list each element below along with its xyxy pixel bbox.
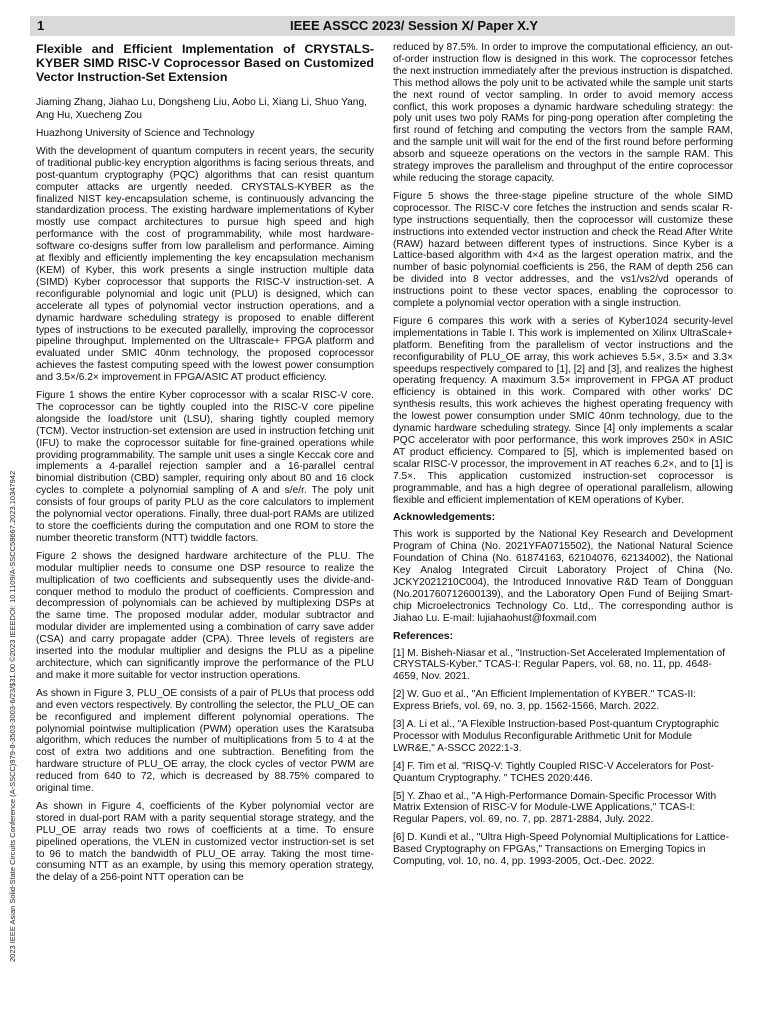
- running-title: IEEE ASSCC 2023/ Session X/ Paper X.Y: [290, 18, 539, 33]
- paragraph-figure4: As shown in Figure 4, coefficients of the Kyber polynomial vector are stored in dual-port RAM with a parity sequential storage strategy, and the PLU_OE array reads two rows of coefficients at a time. To ensure pipelined operations, the VLEN in customized vector instruction-set is set to 96 to match the bandwidth of PLU_OE array. Taking the most time-consuming NTT as an example, by using this memory operation strategy, the delay of a 256-point NTT operation can be: [36, 800, 374, 884]
- side-margin-note: [8, 470, 22, 962]
- paragraph-figure2: Figure 2 shows the designed hardware architecture of the PLU. The modular multiplier needs to consume one DSP resource to realize the multiplication of two coefficients and subsequently uses the divide-and-conquer method to modulo the product of coefficients. Compression and decompression of polynomials can be achieved by multiplexing DSPs at the same time. The proposed modular adder, modular subtractor and modular divider are implemented using a combination of carry save adder (CSA) and carry propagate adder (CPA). Three levels of registers are inserted into the modular multiplier and designs the PLU as a pipeline architecture, which can significantly improve the performance of the PLU and make it more suitable for vector instruction operations.: [36, 550, 374, 681]
- references-heading: References:: [393, 629, 454, 642]
- paper-title: Flexible and Efficient Implementation of CRYSTALS-KYBER SIMD RISC-V Coprocessor Based on Customized Vector Instruction-Set Extension: [36, 42, 374, 84]
- acknowledgements-text: This work is supported by the National Key Research and Development Program of China (No. 2021YFA0715502), the National Natural Science Foundation of China (No. 61874163, 62104076, 62134002), the National Key Analog Integrated Circuit Laboratory Project of China (No. JCKY2021210C004), the Introduced Innovative R&D Team of Dongguan (No.201760712600139), and the Laboratory Open Fund of Beijing Smart-chip Microelectronics Technology Co. Ltd,. The corresponding author is Jiahao Lu. E-mail: lujiahaohust@foxmail.com: [393, 529, 733, 624]
- paragraph-figure1: Figure 1 shows the entire Kyber coprocessor with a scalar RISC-V core. The coprocessor can be tightly coupled into the RISC-V core pipeline alongside the load/store unit (LSU), sharing tightly coupled memory (TCM). Vector instruction-set extension are used in instruction fetching unit (IFU) to make the coprocessor suitable for fine-grained operations while providing programmability. The sample unit uses a single Keccak core and implements a 4-parallel rejection sampler and a 16-parallel central binomial distribution (CBD) sampler, requiring only about 80 and 16 clock cycles to complete a polynomial sampling of A and s/e/r. The poly unit consists of four groups of parity PLU as the core calculators to implement the polynomial vector operations. Finally, three dual-port RAMs are utilized to store the coefficients during the computation and one ROM to store the number theoretic transform (NTT) twiddle factors.: [36, 390, 374, 544]
- paragraph-figure3: As shown in Figure 3, PLU_OE consists of a pair of PLUs that process odd and even vectors respectively. By controlling the selector, the PLU_OE can be reconfigured and implement different polynomial operations. The polynomial pointwise multiplication (PWM) operation uses the Karatsuba algorithm, which reduces the number of multiplications from 5 to 4 at the cost of extra two additions and one subtraction. Benefiting from the hardware structure of PLU_OE array, the clock cycles of vector PWM are reduced from 640 to 72, which is decreased by 88.75% compared to original time.: [36, 687, 374, 795]
- reference-item: [6] D. Kundi et al., "Ultra High-Speed Polynomial Multiplications for Lattice-Based Cryptography on FPGAs," Transactions on Emerging Topics in Computing, vol. 10, no. 4, pp. 1993-2005, Oct.-Dec. 2022.: [393, 832, 729, 868]
- left-column: [36, 42, 374, 890]
- reference-item: [3] A. Li et al., "A Flexible Instruction-based Post-quantum Cryptographic Processor with Modulus Reconfigurable Arithmetic Unit for Module LWR&E," A-SSCC 2022:1-3.: [393, 719, 719, 754]
- reference-item: [4] F. Tim et al. "RISQ-V: Tightly Coupled RISC-V Accelerators for Post-Quantum Cryptography. " TCHES 2020:446.: [393, 760, 714, 784]
- author-list: Jiaming Zhang, Jiahao Lu, Dongsheng Liu, Aobo Li, Xiang Li, Shuo Yang, Ang Hu, Xuecheng Zou: [36, 97, 367, 121]
- reference-item: [1] M. Bisheh-Niasar et al., "Instruction-Set Accelerated Implementation of CRYSTALS-Kyber." TCAS-I: Regular Papers, vol. 68, no. 11, pp. 4648-4659, Nov. 2021.: [393, 647, 726, 683]
- running-header: [30, 16, 735, 36]
- reference-item: [2] W. Guo et al., "An Efficient Implementation of KYBER." TCAS-II: Express Briefs, vol. 69, no. 3, pp. 1562-1566, March. 2022.: [393, 689, 696, 713]
- conference-name: 2023 IEEE Asian Solid-State Circuits Conference (A-SSCC): [8, 763, 17, 962]
- paragraph-scheduling: reduced by 87.5%. In order to improve the computational efficiency, an out-of-order instruction flow is designed in this work. The coprocessor fetches the next instruction immediately after the previous instruction is dispatched. This method allows the poly unit to be activated while the sample unit starts the next round of vector sampling. In order to avoid memory access conflict, this work proposes a dynamic hardware scheduling strategy: the poly unit uses two poly RAMs for ping-pong operation after completing the first round of fetching and computing the vectors from the sample RAM, and the sample unit will wait for the end of the first round before performing absorb and squeeze operations on the vectors in the sample RAM. This strategy improves the parallelism and throughput of the entire coprocessor while reducing the storage capacity.: [393, 42, 733, 184]
- page-number: 1: [37, 18, 45, 33]
- doi-line: DOI: 10.1109/A-SSCC58667.2023.10347942: [8, 470, 17, 621]
- reference-item: [5] Y. Zhao et al., "A High-Performance Domain-Specific Processor With Matrix Extension of RISC-V for Module-LWE Applications," TCAS-I: Regular Papers, vol. 69, no. 7, pp. 2871-2884, July. 2022.: [393, 790, 717, 826]
- paragraph-abstract: With the development of quantum computers in recent years, the security of traditional public-key encryption algorithms is facing serious threats, and post-quantum cryptography (PQC) algorithms that can resist quantum computer attacks are urgently needed. CRYSTALS-KYBER as the finalized NIST key-encapsulation scheme, is continuously advancing the standardization process. The existing hardware implementations of Kyber mostly use compact architectures to pursue high speed and high performance with the cost of programmability, while most hardware-software co-designs suffer from low parallelism and performance. Aiming at flexibly and efficiently implementing the key encapsulation mechanism (KEM) of Kyber, this work presents a single instruction multiple data (SIMD) Kyber coprocessor that supports the RISC-V instruction-set. A reconfigurable polynomial and logic unit (PLU) is designed, which can accelerate all types of polynomial vector instruction operations, and a dynamic hardware scheduling strategy is proposed to enable different types of instructions to be executed parallelly, improving the coprocessor pipeline throughput. Implemented on the Ultrascale+ FPGA platform and evaluated under SMIC 40nm technology, the proposed coprocessor achieves the fastest computing speed with the lowest power consumption and 3.5×/6.2× improvement in FPGA/ASIC AT product efficiency.: [36, 145, 374, 384]
- isbn-line: 979-8-3503-3003-6/23/$31.00 ©2023 IEEE: [8, 620, 17, 764]
- paragraph-figure5: Figure 5 shows the three-stage pipeline structure of the whole SIMD coprocessor. The RISC-V core fetches the instruction and sends scalar R-type instructions sequentially, then the coprocessor will customize these instructions into extended vector instruction and check the Read After Write (RAW) hazard between different types of instructions. Since Kyber is a Lattice-based algorithm with 4×4 as the largest operation matrix, and the number of basic polynomial coefficients is 256, the RAM of depth 256 can be divided into 8 vector addresses, and the vs1/vs2/vd operands of instructions point to these vector spaces, enabling the coprocessor to complete a polynomial vector operation with a single instruction.: [393, 190, 733, 310]
- paragraph-figure6: Figure 6 compares this work with a series of Kyber1024 security-level implementations in Table I. This work is implemented on Xilinx UltraScale+ platform. Benefiting from the parallelism of vector instructions and the reconfigurability of PLU_OE array, this work achieves 5.5×, 3.5× and 3.3× speedups respectively compared to [1], [2] and [3], and realizes the highest operating frequency. A maximum 3.5× improvement in FPGA AT product efficiency is obtained in this work. Compared with other works' DC synthesis results, this work achieves the highest operating frequency with the lowest power consumption under SMIC 40nm technology, due to the dynamic hardware scheduling strategy. Since [4] only implements a scalar PQC accelerator with poor performance, this work improves 250× in ASIC AT product efficiency. Compared to [5], which is implemented based on scalar RISC-V processor, the improvement in AT reaches 6.2×, and to [1] is 7.5×. This application customized instruction-set coprocessor is programmable, and has a high degree of operational parallelism, allowing flexible and efficient implementation of KEM operations of Kyber.: [393, 315, 733, 506]
- right-column: [393, 42, 733, 874]
- acknowledgements-heading: Acknowledgements:: [393, 511, 496, 524]
- affiliation: Huazhong University of Science and Technology: [36, 128, 255, 139]
